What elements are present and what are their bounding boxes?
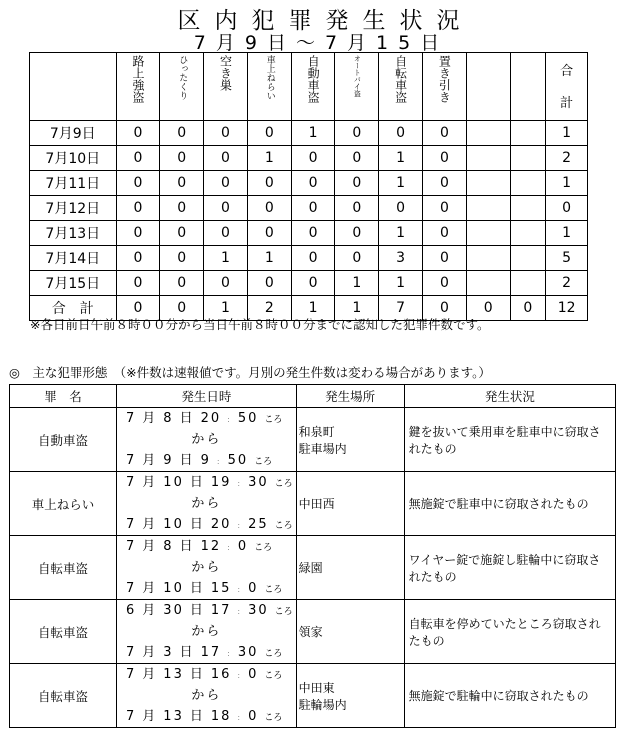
stat-cell — [510, 246, 546, 271]
stat-cell — [510, 221, 546, 246]
stat-cell: 0 — [335, 246, 379, 271]
stat-cell: 0 — [160, 221, 204, 246]
stat-cell — [466, 171, 510, 196]
crime-status: 鍵を抜いて乗用車を駐車中に窃取されたもの — [404, 408, 615, 472]
stat-cell: 2 — [546, 271, 588, 296]
stat-cell: 0 — [116, 146, 160, 171]
stat-cell: 0 — [160, 146, 204, 171]
stat-cell: 0 — [423, 146, 467, 171]
stat-cell — [510, 121, 546, 146]
crime-row — [10, 600, 616, 664]
start-datetime: 6 月 30 日 17 : 30 ころ — [126, 603, 293, 618]
end-datetime: 7 月 9 日 9 : 50 ころ — [126, 453, 273, 468]
stats-row — [30, 246, 588, 271]
total-cell: 1 — [204, 296, 248, 321]
stat-cell — [466, 146, 510, 171]
stat-cell: 0 — [379, 196, 423, 221]
stat-cell: 0 — [116, 121, 160, 146]
stats-row — [30, 171, 588, 196]
total-cell: 0 — [510, 296, 546, 321]
stat-cell — [466, 221, 510, 246]
total-cell: 0 — [160, 296, 204, 321]
stats-row — [30, 271, 588, 296]
stat-cell: 1 — [247, 246, 291, 271]
stat-cell: 0 — [116, 171, 160, 196]
col-header: 自動車盗 — [291, 53, 335, 121]
total-cell: 12 — [546, 296, 588, 321]
total-cell: 0 — [116, 296, 160, 321]
col-header: 路上強盗 — [116, 53, 160, 121]
crime-row — [10, 472, 616, 536]
stat-cell: 0 — [423, 271, 467, 296]
from-label: から — [191, 496, 222, 511]
stat-cell: 0 — [335, 221, 379, 246]
crime-name: 自転車盗 — [10, 536, 117, 600]
col-header: 置き引き — [423, 53, 467, 121]
stat-cell: 1 — [379, 271, 423, 296]
stat-cell: 1 — [335, 271, 379, 296]
stat-cell: 0 — [247, 271, 291, 296]
stat-cell: 0 — [291, 271, 335, 296]
stat-cell — [466, 246, 510, 271]
stat-cell — [466, 196, 510, 221]
header-place: 発生場所 — [296, 385, 404, 408]
stat-cell: 1 — [379, 221, 423, 246]
stat-cell: 0 — [291, 246, 335, 271]
stat-cell: 0 — [379, 121, 423, 146]
crime-place: 中田西 — [296, 472, 404, 536]
end-datetime: 7 月 13 日 18 : 0 ころ — [126, 709, 283, 724]
stat-cell — [510, 171, 546, 196]
crime-row — [10, 408, 616, 472]
stat-cell: 0 — [160, 121, 204, 146]
corner-cell — [30, 53, 117, 121]
stat-cell: 0 — [291, 146, 335, 171]
stat-cell: 2 — [546, 146, 588, 171]
crime-name: 車上ねらい — [10, 472, 117, 536]
crime-place: 領家 — [296, 600, 404, 664]
stat-cell: 0 — [335, 146, 379, 171]
col-header: 空き巣 — [204, 53, 248, 121]
stat-cell: 1 — [204, 246, 248, 271]
total-label: 合 計 — [30, 296, 117, 321]
stat-cell: 0 — [160, 246, 204, 271]
stats-header-row — [30, 53, 588, 121]
row-date: 7月9日 — [30, 121, 117, 146]
crime-row — [10, 536, 616, 600]
col-header: 自転車盗 — [379, 53, 423, 121]
header-status: 発生状況 — [404, 385, 615, 408]
stat-cell: 0 — [204, 121, 248, 146]
total-cell: 2 — [247, 296, 291, 321]
total-cell: 7 — [379, 296, 423, 321]
crime-name: 自転車盗 — [10, 664, 117, 728]
stats-row — [30, 121, 588, 146]
stat-cell: 0 — [247, 196, 291, 221]
stat-cell: 0 — [116, 271, 160, 296]
total-cell: 0 — [423, 296, 467, 321]
period-subtitle: 7月9日～7月15日 — [193, 32, 450, 54]
stat-cell: 0 — [204, 146, 248, 171]
crime-status: 無施錠で駐車中に窃取されたもの — [404, 472, 615, 536]
start-datetime: 7 月 8 日 12 : 0 ころ — [126, 539, 273, 554]
stat-cell: 3 — [379, 246, 423, 271]
crime-status: ワイヤー錠で施錠し駐輪中に窃取されたもの — [404, 536, 615, 600]
crime-datetime-cell — [117, 408, 297, 472]
stat-cell — [466, 121, 510, 146]
stat-cell: 0 — [160, 271, 204, 296]
crime-datetime-cell — [117, 664, 297, 728]
stat-cell: 0 — [423, 196, 467, 221]
stat-cell: 0 — [247, 221, 291, 246]
crime-place: 中田東 駐輪場内 — [296, 664, 404, 728]
stat-cell: 1 — [247, 146, 291, 171]
col-header: 車上ねらい — [247, 53, 291, 121]
stat-cell: 1 — [379, 146, 423, 171]
crime-name: 自動車盗 — [10, 408, 117, 472]
footnote: ※各日前日午前８時００分から当日午前８時００分までに認知した犯罪件数です。 — [30, 317, 490, 332]
stat-cell: 1 — [546, 221, 588, 246]
crime-status: 無施錠で駐輪中に窃取されたもの — [404, 664, 615, 728]
col-header: オートバイ盗 — [335, 53, 379, 121]
crime-place: 緑園 — [296, 536, 404, 600]
stats-row — [30, 221, 588, 246]
header-crime-name: 罪 名 — [10, 385, 117, 408]
crime-datetime-cell — [117, 600, 297, 664]
stat-cell: 0 — [423, 246, 467, 271]
stat-cell: 0 — [335, 171, 379, 196]
total-cell: 0 — [466, 296, 510, 321]
page-title: 区内犯罪発生状況 — [177, 8, 474, 34]
total-cell: 1 — [291, 296, 335, 321]
stat-cell: 5 — [546, 246, 588, 271]
stat-cell: 0 — [116, 221, 160, 246]
from-label: から — [191, 560, 222, 575]
stat-cell: 0 — [291, 221, 335, 246]
stat-cell: 0 — [423, 121, 467, 146]
start-datetime: 7 月 8 日 20 : 50 ころ — [126, 411, 283, 426]
stats-row — [30, 196, 588, 221]
row-date: 7月14日 — [30, 246, 117, 271]
end-datetime: 7 月 10 日 15 : 0 ころ — [126, 581, 283, 596]
from-label: から — [191, 432, 222, 447]
stat-cell: 0 — [116, 246, 160, 271]
end-datetime: 7 月 10 日 20 : 25 ころ — [126, 517, 293, 532]
col-header: ひったくり — [160, 53, 204, 121]
stats-row — [30, 146, 588, 171]
row-date: 7月13日 — [30, 221, 117, 246]
start-datetime: 7 月 13 日 16 : 0 ころ — [126, 667, 283, 682]
row-date: 7月15日 — [30, 271, 117, 296]
stat-cell: 0 — [204, 171, 248, 196]
stat-cell: 0 — [204, 271, 248, 296]
stat-cell: 0 — [335, 121, 379, 146]
crime-datetime-cell — [117, 472, 297, 536]
stat-cell — [510, 146, 546, 171]
stat-cell — [510, 196, 546, 221]
stat-cell: 0 — [160, 171, 204, 196]
col-header-total: 合 計 — [546, 53, 588, 121]
stat-cell: 0 — [247, 121, 291, 146]
stat-cell: 1 — [546, 171, 588, 196]
row-date: 7月11日 — [30, 171, 117, 196]
stat-cell: 0 — [423, 221, 467, 246]
stat-cell: 1 — [291, 121, 335, 146]
from-label: から — [191, 688, 222, 703]
end-datetime: 7 月 3 日 17 : 30 ころ — [126, 645, 283, 660]
stat-cell: 1 — [546, 121, 588, 146]
stat-cell: 0 — [335, 196, 379, 221]
stat-cell — [510, 271, 546, 296]
section-heading: ◎ 主な犯罪形態 （※件数は速報値です。月別の発生件数は変わる場合があります。） — [9, 365, 491, 380]
crime-status: 自転車を停めていたところ窃取されたもの — [404, 600, 615, 664]
stat-cell: 0 — [546, 196, 588, 221]
stat-cell: 0 — [160, 196, 204, 221]
crime-stats-table — [29, 52, 588, 321]
stat-cell: 0 — [204, 221, 248, 246]
crime-datetime-cell — [117, 536, 297, 600]
crime-row — [10, 664, 616, 728]
crime-name: 自転車盗 — [10, 600, 117, 664]
stat-cell: 1 — [379, 171, 423, 196]
crimes-header-row — [10, 385, 616, 408]
stat-cell: 0 — [291, 171, 335, 196]
stat-cell — [466, 271, 510, 296]
main-crimes-table — [9, 384, 616, 728]
crime-place: 和泉町 駐車場内 — [296, 408, 404, 472]
from-label: から — [191, 624, 222, 639]
stat-cell: 0 — [116, 196, 160, 221]
header-datetime: 発生日時 — [117, 385, 297, 408]
row-date: 7月10日 — [30, 146, 117, 171]
stat-cell: 0 — [291, 196, 335, 221]
stat-cell: 0 — [247, 171, 291, 196]
stat-cell: 0 — [423, 171, 467, 196]
start-datetime: 7 月 10 日 19 : 30 ころ — [126, 475, 293, 490]
stat-cell: 0 — [204, 196, 248, 221]
col-header-empty — [510, 53, 546, 121]
row-date: 7月12日 — [30, 196, 117, 221]
col-header-empty — [466, 53, 510, 121]
total-cell: 1 — [335, 296, 379, 321]
